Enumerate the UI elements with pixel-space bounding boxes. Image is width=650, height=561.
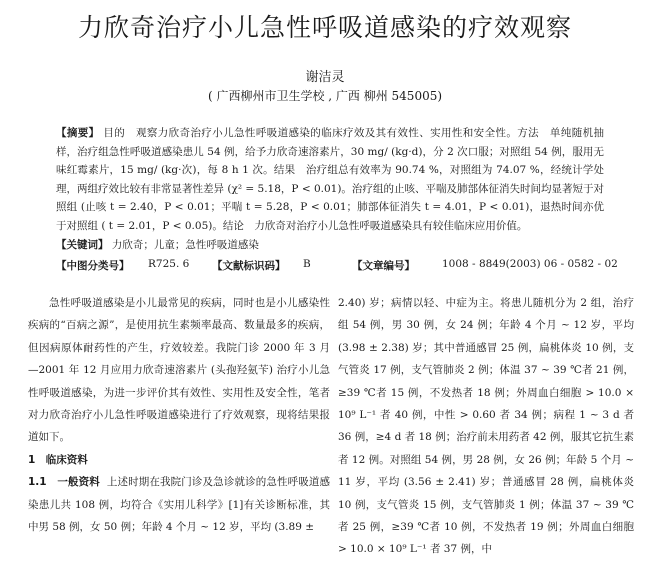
intro-paragraph: 急性呼吸道感染是小儿最常见的疾病，同时也是小儿感染性疾病的“百病之源”，是使用抗生素频率最高、数量最多的疾病，但因病原体耐药性的产生，疗效较差。我院门诊 2000 年 3 月 —2001 年 12 月应用力欣奇速溶素片 (头孢羟氨苄) 治疗小儿急性呼吸道感染，为进一步评价其有效性、实用性及安全性，笔者对力欣奇治疗小儿急性呼吸道感染进行了疗效观察，现将结果报道如下。: [28, 297, 330, 444]
class-number-value: R725. 6: [148, 258, 190, 270]
article-number-label: 【文章编号】: [352, 260, 415, 272]
class-number-label: 【中图分类号】: [56, 260, 130, 272]
abstract-text: 目的 观察力欣奇治疗小儿急性呼吸道感染的临床疗效及其有效性、实用性和安全性。方法 单纯随机抽样，治疗组急性呼吸道感染患儿 54 例，给予力欣奇速溶素片，30 mg/ (kg·d)，分 2 次口服；对照组 54 例，服用无味红霉素片，15 mg/ (kg·次)，每 8 h 1 次。结果 治疗组总有效率为 90.74 %，对照组为 74.07 %，经统计学处理，两组疗效比较有非常显著性差异 (χ² = 5.18，P < 0.01)。治疗组的止咳、平喘及肺部体征消失时间均显著短于对照组 (止咳 t = 2.40，P < 0.01；平喘 t = 5.28，P < 0.01；肺部体征消失 t = 4.01，P < 0.01)，退热时间亦优于对照组 ( t = 2.01，P < 0.05)。结论 力欣奇对治疗小儿急性呼吸道感染具有较佳临床应用价值。: [56, 127, 605, 232]
doc-code-value: B: [303, 258, 311, 270]
author-name: 谢洁灵: [305, 70, 345, 85]
abstract-label: 【摘要】: [56, 127, 100, 139]
author-affiliation: ( 广西柳州市卫生学校 , 广西 柳州 545005): [207, 89, 443, 103]
section-heading: 1 临床资料: [28, 453, 88, 466]
subsection-paragraph: [28, 471, 330, 538]
keywords-label: 【关键词】: [56, 239, 109, 251]
abstract: [56, 124, 604, 236]
right-column-text: 2.40) 岁；病情以轻、中症为主。将患儿随机分为 2 组，治疗组 54 例，男 30 例，女 24 例；年龄 4 个月 ~ 12 岁，平均 (3.98 ± 2.38) 岁；其中普通感冒 25 例，扁桃体炎 10 例，支气管炎 17 例，支气管肺炎 2 例；体温 37 ~ 39 ℃者 21 例，≥39 ℃者 15 例，不发热者 18 例；外周血白细胞 > 10.0 × 10⁹ L⁻¹ 者 40 例，中性 > 0.60 者 34 例；病程 1 ~ 3 d 者 36 例，≥4 d 者 18 例；治疗前未用药者 42 例，服其它抗生素者 12 例。对照组 54 例，男 28 例，女 26 例；年龄 5 个月 ~ 11 岁，平均 (3.56 ± 2.41) 岁；普通感冒 28 例，扁桃体炎 10 例，支气管炎 15 例，支气管肺炎 1 例；体温 37 ~ 39 ℃者 25 例，≥39 ℃者 10 例，不发热者 19 例；外周血白细胞 > 10.0 × 10⁹ L⁻¹ 者 37 例，中: [338, 297, 634, 556]
subsection-text: 上述时期在我院门诊及急诊就诊的急性呼吸道感染患儿共 108 例，均符合《实用儿科学》[1]有关诊断标准，其中男 58 例，女 50 例；年龄 4 个月 ~ 12 岁，平均 (3.89 ±: [28, 476, 331, 534]
keywords: [56, 237, 616, 252]
left-column: [28, 292, 330, 538]
article-number-value: 1008 - 8849(2003) 06 - 0582 - 02: [442, 258, 618, 270]
keywords-text: 力欣奇；儿童；急性呼吸道感染: [111, 239, 259, 251]
right-column: [338, 292, 634, 561]
doc-code-label: 【文献标识码】: [212, 260, 286, 272]
article-title: 力欣奇治疗小儿急性呼吸道感染的疗效观察: [77, 13, 572, 42]
subsection-heading: 1.1 一般资料: [28, 476, 100, 489]
